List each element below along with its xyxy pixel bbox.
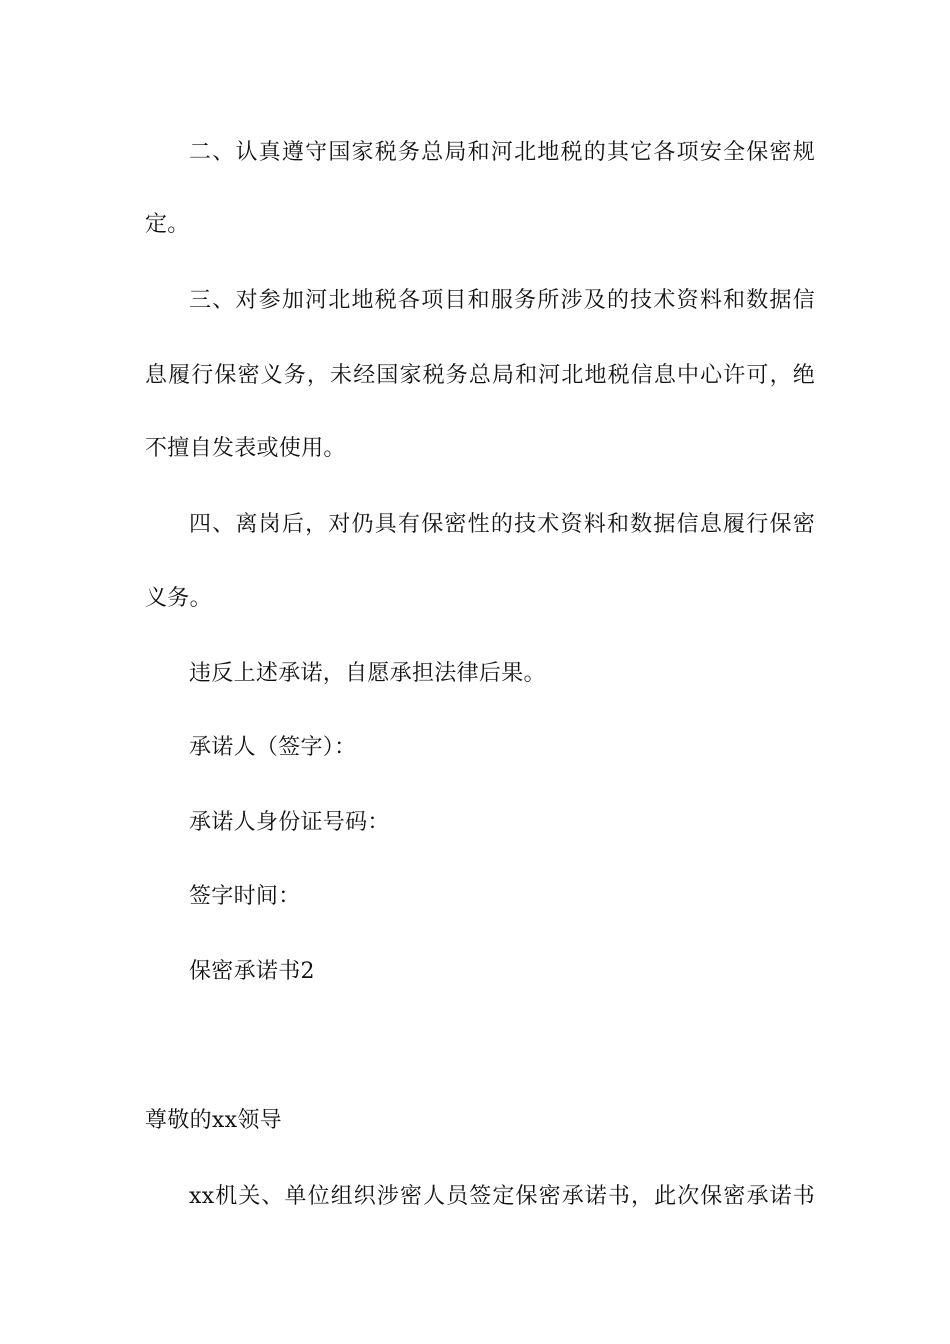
salutation: 尊敬的xx领导 [145,1108,282,1133]
paragraph-line: 二、认真遵守国家税务总局和河北地税的其它各项安全保密规 [189,140,815,165]
paragraph-line: 违反上述承诺，自愿承担法律后果。 [189,661,546,686]
sign-date-label: 签字时间： [189,884,301,909]
signature-label: 承诺人（签字）： [189,735,357,760]
paragraph-line: xx机关、单位组织涉密人员签定保密承诺书，此次保密承诺书 [189,1184,815,1209]
paragraph-line: 三、对参加河北地税各项目和服务所涉及的技术资料和数据信 [189,288,815,313]
paragraph-line: 息履行保密义务，未经国家税务总局和河北地税信息中心许可，绝 [145,363,815,388]
section-title: 保密承诺书2 [189,959,315,984]
paragraph-line: 义务。 [145,586,212,611]
paragraph-line: 四、离岗后，对仍具有保密性的技术资料和数据信息履行保密 [189,512,815,537]
id-number-label: 承诺人身份证号码： [189,810,390,835]
paragraph-line: 定。 [145,212,190,237]
paragraph-line: 不擅自发表或使用。 [145,436,346,461]
